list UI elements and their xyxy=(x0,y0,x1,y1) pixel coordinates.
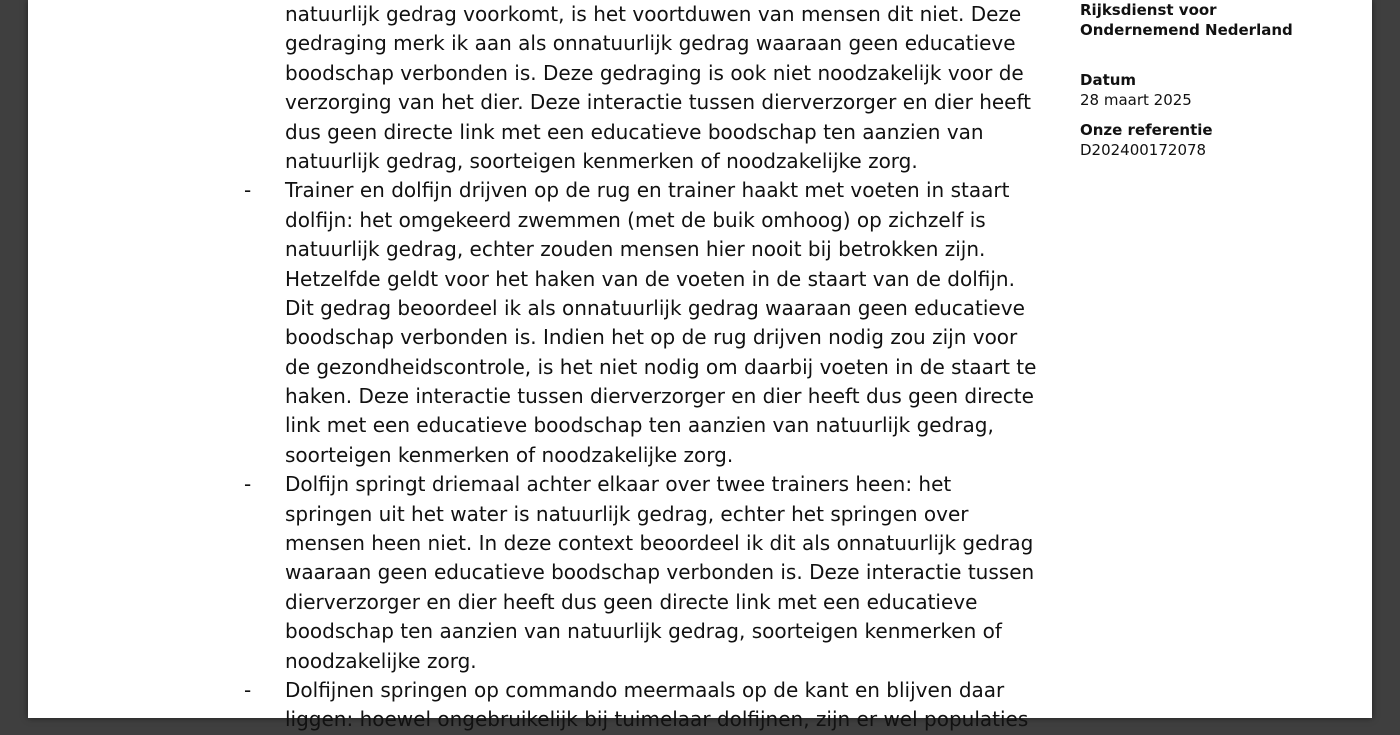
document-sidebar xyxy=(1080,0,1360,160)
text-line: dierverzorger en dier heeft dus geen directe link met een educatieve xyxy=(285,589,978,614)
bullet-dash: - xyxy=(244,178,252,203)
text-line: Trainer en dolfijn drijven op de rug en trainer haakt met voeten in staart xyxy=(285,178,1010,203)
text-line: liggen: hoewel ongebruikelijk bij tuimelaar dolfijnen, zijn er wel populaties xyxy=(285,707,1029,732)
text-line: soorteigen kenmerken of noodzakelijke zorg. xyxy=(285,442,734,467)
date-label: Datum xyxy=(1080,71,1137,89)
bullet-item xyxy=(244,470,1074,676)
document-body xyxy=(244,0,1074,735)
text-line: link met een educatieve boodschap ten aanzien van natuurlijk gedrag, xyxy=(285,413,994,438)
text-line: noodzakelijke zorg. xyxy=(285,648,477,673)
text-line: dus geen directe link met een educatieve boodschap ten aanzien van xyxy=(285,119,984,144)
reference-label: Onze referentie xyxy=(1080,121,1213,139)
text-line: springen uit het water is natuurlijk gedrag, echter het springen over xyxy=(285,501,969,526)
text-line: natuurlijk gedrag voorkomt, is het voortduwen van mensen dit niet. Deze xyxy=(285,2,1022,26)
text-line: verzorging van het dier. Deze interactie tussen dierverzorger en dier heeft xyxy=(285,90,1032,115)
bullet-dash: - xyxy=(244,472,252,497)
text-line: boodschap ten aanzien van natuurlijk gedrag, soorteigen kenmerken of xyxy=(285,619,1002,644)
text-line: dolfijn: het omgekeerd zwemmen (met de buik omhoog) op zichzelf is xyxy=(285,207,986,232)
text-line: haken. Deze interactie tussen dierverzorger en dier heeft dus geen directe xyxy=(285,384,1034,409)
text-line: boodschap verbonden is. Indien het op de rug drijven nodig zou zijn voor xyxy=(285,325,1018,350)
document-page xyxy=(28,0,1372,732)
org-name-line2: Ondernemend Nederland xyxy=(1080,21,1293,39)
bullet-item xyxy=(244,176,1074,470)
bullet-item xyxy=(244,676,1074,735)
text-line: Dolfijn springt driemaal achter elkaar over twee trainers heen: het xyxy=(285,472,952,497)
reference-value: D202400172078 xyxy=(1080,141,1207,159)
text-line: Hetzelfde geldt voor het haken van de voeten in de staart van de dolfijn. xyxy=(285,266,1015,291)
intro-paragraph xyxy=(244,0,1074,176)
text-line: waaraan geen educatieve boodschap verbonden is. Deze interactie tussen xyxy=(285,560,1035,585)
text-line: natuurlijk gedrag, soorteigen kenmerken of noodzakelijke zorg. xyxy=(285,148,918,173)
text-line: boodschap verbonden is. Deze gedraging is ook niet noodzakelijk voor de xyxy=(285,60,1024,85)
date-value: 28 maart 2025 xyxy=(1080,91,1192,109)
text-line: de gezondheidscontrole, is het niet nodig om daarbij voeten in de staart te xyxy=(285,354,1037,379)
text-line: Dolfijnen springen op commando meermaals op de kant en blijven daar xyxy=(285,677,1005,702)
bullet-dash: - xyxy=(244,677,252,702)
text-line: mensen heen niet. In deze context beoordeel ik dit als onnatuurlijk gedrag xyxy=(285,531,1034,556)
org-name-line1: Rijksdienst voor xyxy=(1080,1,1217,19)
text-line: gedraging merk ik aan als onnatuurlijk gedrag waaraan geen educatieve xyxy=(285,31,1016,56)
text-line: natuurlijk gedrag, echter zouden mensen hier nooit bij betrokken zijn. xyxy=(285,237,986,262)
text-line: Dit gedrag beoordeel ik als onnatuurlijk gedrag waaraan geen educatieve xyxy=(285,295,1025,320)
